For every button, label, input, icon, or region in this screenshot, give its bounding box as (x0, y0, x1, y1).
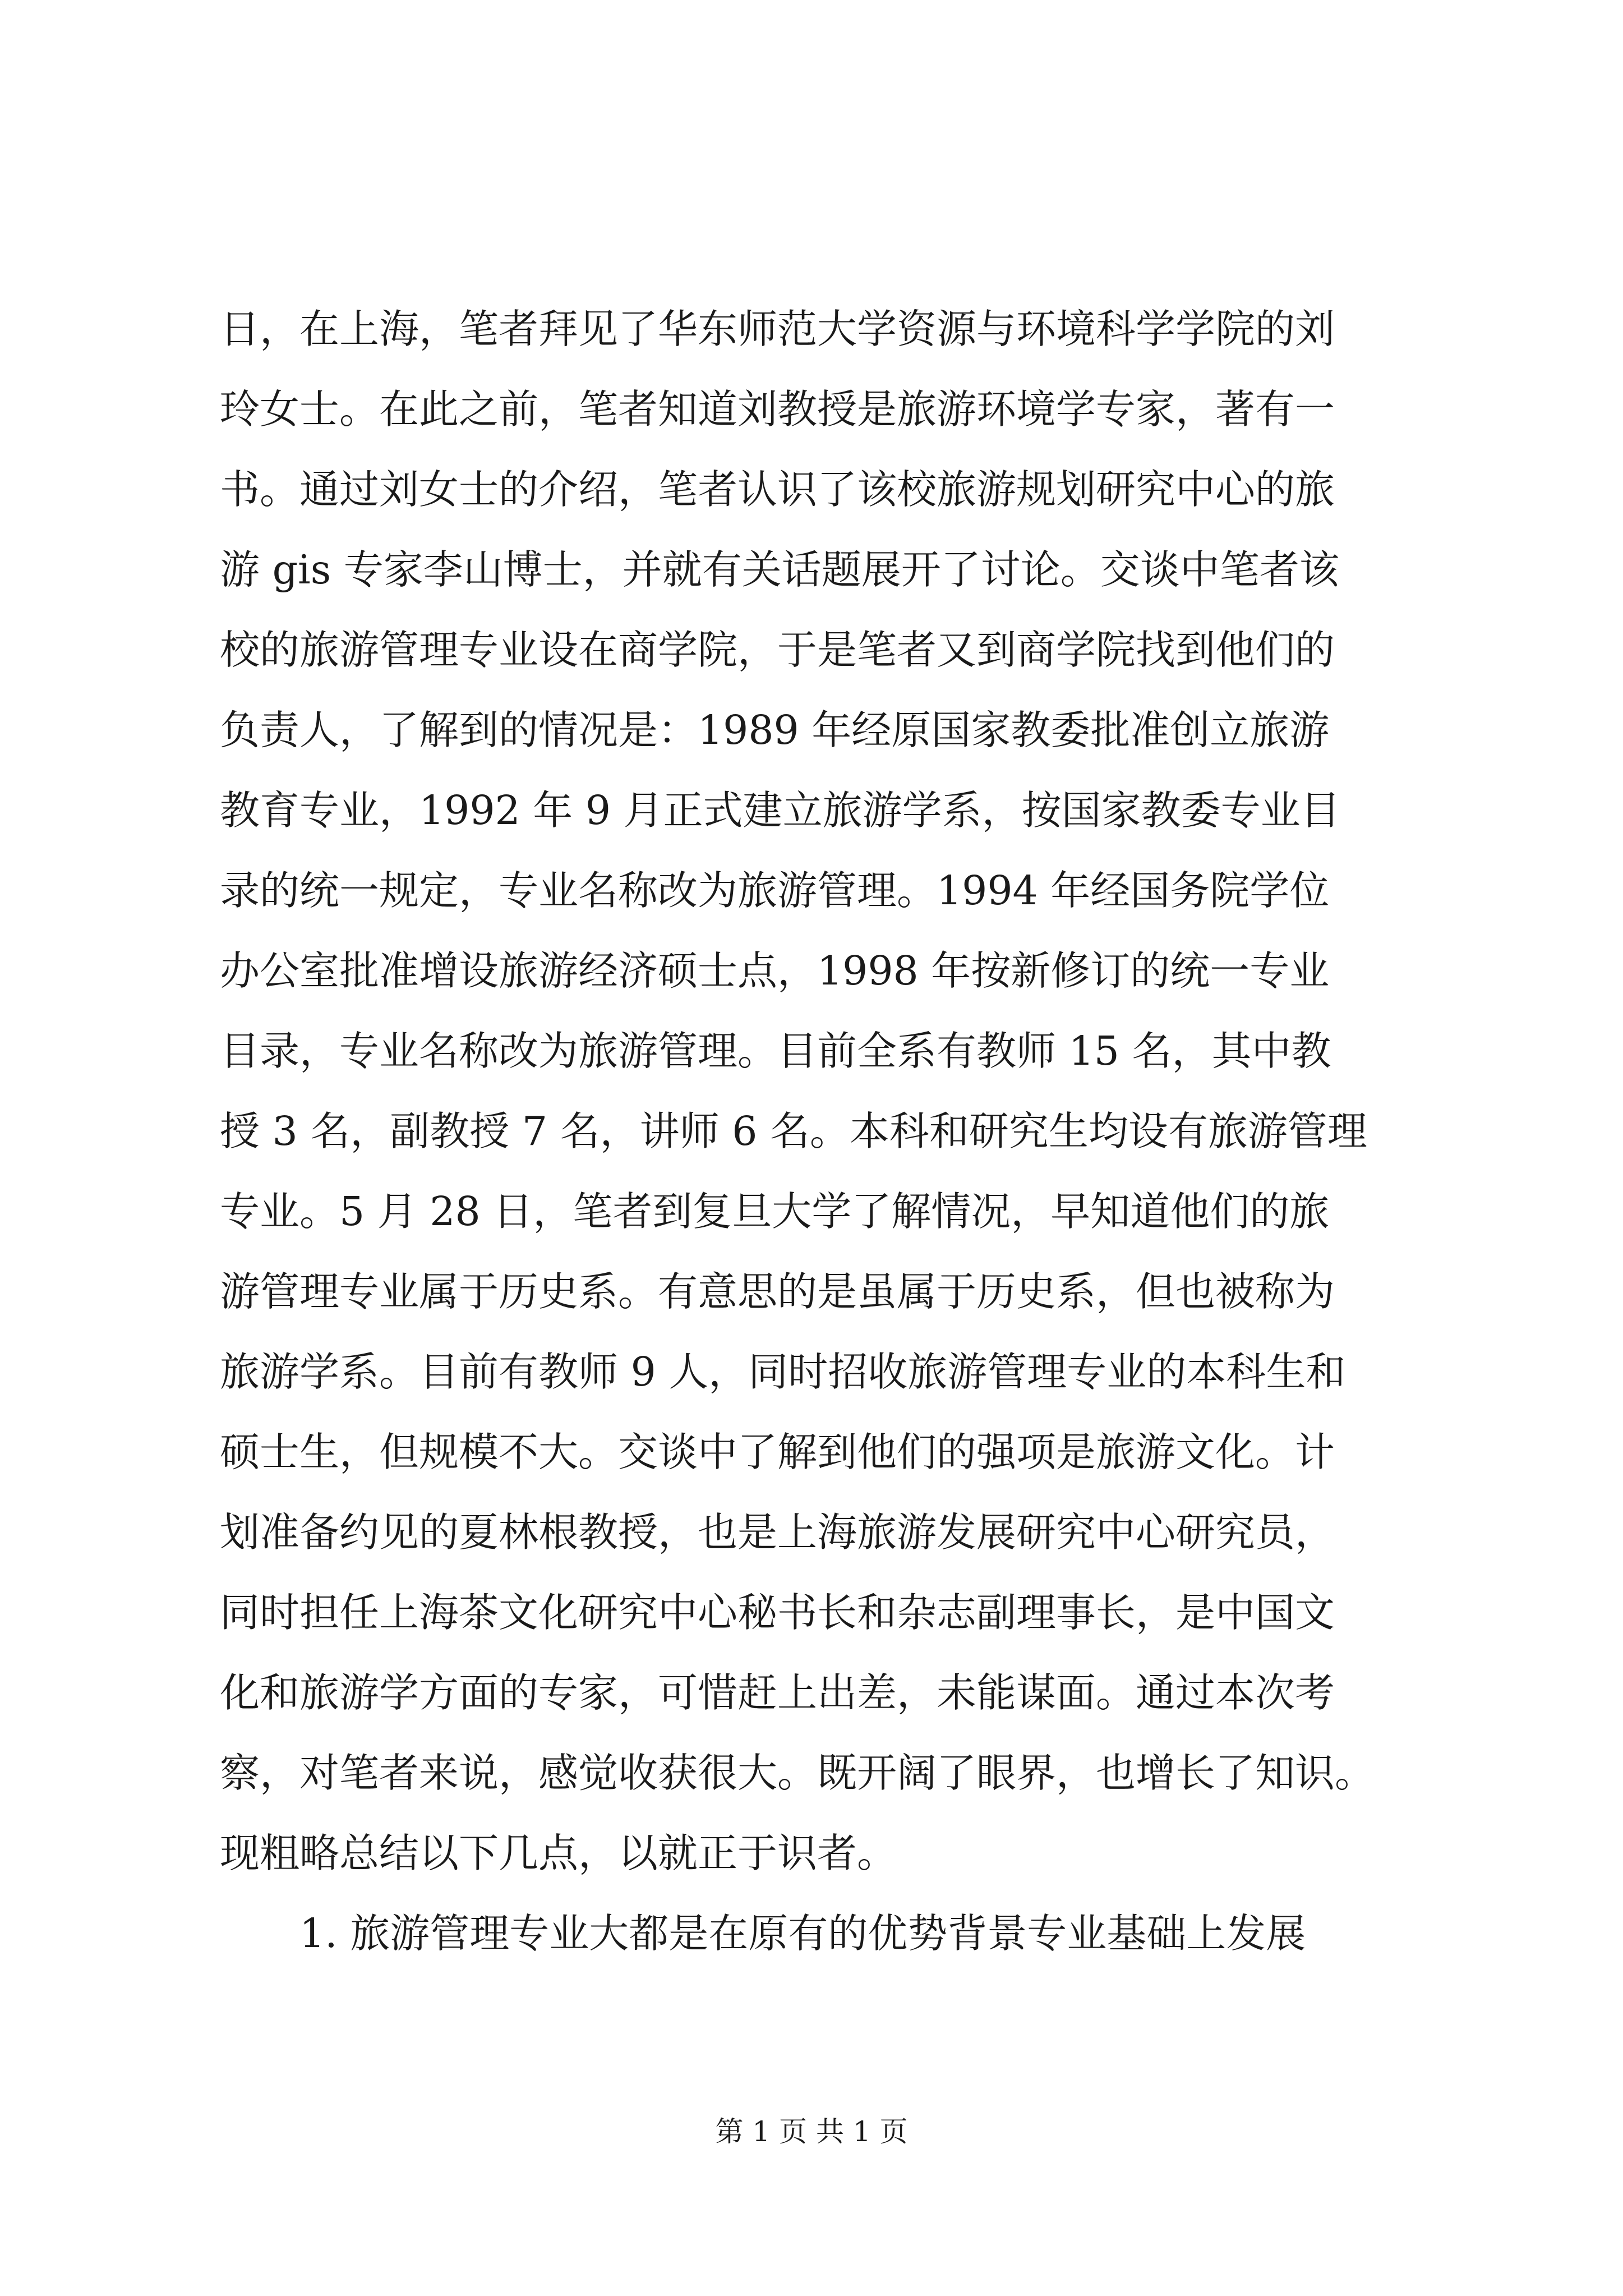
page-footer: 第 1 页 共 1 页 (715, 2115, 908, 2148)
text-line: 玲女士。在此之前，笔者知道刘教授是旅游环境学专家，著有一 (220, 386, 1335, 432)
text-line: 专业。5 月 28 日，笔者到复旦大学了解情况，早知道他们的旅 (220, 1188, 1330, 1235)
text-line: 旅游学系。目前有教师 9 人，同时招收旅游管理专业的本科生和 (220, 1349, 1346, 1395)
text-line: 游管理专业属于历史系。有意思的是虽属于历史系，但也被称为 (220, 1268, 1335, 1315)
text-line: 游 gis 专家李山博士，并就有关话题展开了讨论。交谈中笔者该 (220, 546, 1339, 593)
text-line: 化和旅游学方面的专家，可惜赶上出差，未能谋面。通过本次考 (220, 1669, 1335, 1716)
text-line: 录的统一规定，专业名称改为旅游管理。1994 年经国务院学位 (220, 867, 1330, 914)
numbered-paragraph-line: 1. 旅游管理专业大都是在原有的优势背景专业基础上发展 (299, 1910, 1306, 1957)
text-line: 划准备约见的夏林根教授，也是上海旅游发展研究中心研究员， (220, 1509, 1335, 1556)
text-line: 书。通过刘女士的介绍，笔者认识了该校旅游规划研究中心的旅 (220, 466, 1335, 513)
text-line: 日，在上海，笔者拜见了华东师范大学资源与环境科学学院的刘 (220, 306, 1335, 352)
text-line: 硕士生，但规模不大。交谈中了解到他们的强项是旅游文化。计 (220, 1429, 1335, 1475)
text-line: 察，对笔者来说，感觉收获很大。既开阔了眼界，也增长了知识。 (220, 1750, 1375, 1796)
text-line: 现粗略总结以下几点，以就正于识者。 (220, 1830, 897, 1876)
text-line: 负责人，了解到的情况是：1989 年经原国家教委批准创立旅游 (220, 707, 1330, 753)
document-body (220, 289, 1412, 1973)
text-line: 同时担任上海茶文化研究中心秘书长和杂志副理事长，是中国文 (220, 1589, 1335, 1636)
text-line: 教育专业，1992 年 9 月正式建立旅游学系，按国家教委专业目 (220, 787, 1340, 834)
text-line: 校的旅游管理专业设在商学院，于是笔者又到商学院找到他们的 (220, 627, 1335, 673)
text-line: 办公室批准增设旅游经济硕士点，1998 年按新修订的统一专业 (220, 947, 1330, 994)
text-line: 目录，专业名称改为旅游管理。目前全系有教师 15 名，其中教 (220, 1028, 1331, 1074)
text-line: 授 3 名，副教授 7 名，讲师 6 名。本科和研究生均设有旅游管理 (220, 1108, 1367, 1154)
